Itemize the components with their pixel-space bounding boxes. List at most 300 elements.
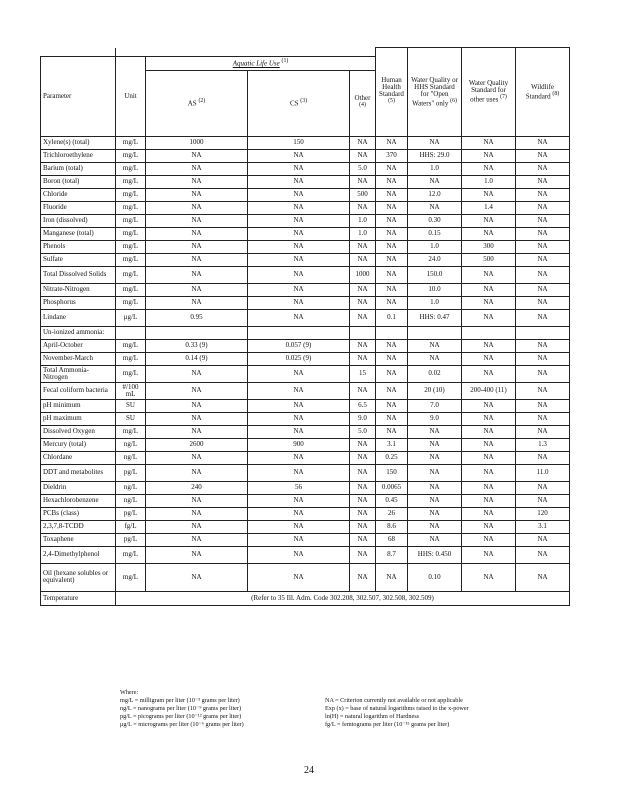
row-wildlife-value: NA [516, 352, 570, 365]
row-water-quality-hhs-value: HHS: 29.0 [408, 149, 462, 162]
row-water-quality-other-value: NA [462, 227, 516, 240]
row-cs-value: NA [248, 253, 350, 266]
row-human-health-value [376, 326, 408, 339]
row-unit: pg/L [116, 533, 146, 546]
table-row [41, 162, 570, 175]
row-human-health-value: NA [376, 296, 408, 309]
row-unit: ng/L [116, 481, 146, 494]
row-unit: ng/L [116, 451, 146, 464]
row-human-health-value: NA [376, 227, 408, 240]
row-wildlife-value: NA [516, 296, 570, 309]
row-unit: mg/L [116, 188, 146, 201]
row-human-health-value: 0.25 [376, 451, 408, 464]
row-human-health-value: 0.1 [376, 309, 408, 326]
table-row [41, 136, 570, 149]
row-as-value: NA [146, 451, 248, 464]
row-other-value: NA [350, 240, 376, 253]
row-human-health-value: 3.1 [376, 438, 408, 451]
row-parameter: 2,4-Dimethylphenol [41, 546, 116, 563]
row-as-value: NA [146, 382, 248, 399]
row-water-quality-hhs-value: HHS: 0.450 [408, 546, 462, 563]
header-label: Water Quality Standard for other uses [468, 79, 509, 104]
row-water-quality-hhs-value: 1.0 [408, 240, 462, 253]
row-water-quality-other-value [462, 326, 516, 339]
row-wildlife-value: NA [516, 365, 570, 382]
row-other-value: NA [350, 309, 376, 326]
row-parameter: Fecal coliform bacteria [41, 382, 116, 399]
row-water-quality-other-value: NA [462, 507, 516, 520]
row-unit: ng/L [116, 494, 146, 507]
row-parameter: Hexachlorobenzene [41, 494, 116, 507]
table-row [41, 365, 570, 382]
row-cs-value: NA [248, 451, 350, 464]
row-water-quality-hhs-value: NA [408, 438, 462, 451]
row-cs-value: NA [248, 399, 350, 412]
table-row [41, 227, 570, 240]
row-wildlife-value: NA [516, 399, 570, 412]
row-unit: mg/L [116, 227, 146, 240]
row-unit: #/100 mL [116, 382, 146, 399]
row-human-health-value: NA [376, 175, 408, 188]
row-parameter: Sulfate [41, 253, 116, 266]
row-as-value: 2600 [146, 438, 248, 451]
row-human-health-value: NA [376, 382, 408, 399]
row-water-quality-hhs-value: NA [408, 464, 462, 481]
row-other-value: 15 [350, 365, 376, 382]
table-row [41, 494, 570, 507]
row-water-quality-other-value: NA [462, 494, 516, 507]
row-water-quality-hhs-value: NA [408, 520, 462, 533]
row-cs-value: NA [248, 494, 350, 507]
row-other-value: NA [350, 296, 376, 309]
footnote-marker: (3) [300, 98, 308, 105]
row-water-quality-hhs-value: 7.0 [408, 399, 462, 412]
row-wildlife-value: NA [516, 253, 570, 266]
row-water-quality-other-value: NA [462, 412, 516, 425]
row-water-quality-other-value: NA [462, 309, 516, 326]
row-unit: mg/L [116, 365, 146, 382]
row-cs-value: NA [248, 214, 350, 227]
row-unit: mg/L [116, 283, 146, 296]
row-water-quality-other-value: NA [462, 188, 516, 201]
row-cs-value: NA [248, 162, 350, 175]
row-water-quality-hhs-value: 10.0 [408, 283, 462, 296]
row-other-value: NA [350, 382, 376, 399]
row-as-value: NA [146, 188, 248, 201]
temperature-note: (Refer to 35 Ill. Adm. Code 302.208, 302.507, 302.508, 302.509) [116, 591, 570, 605]
row-human-health-value: NA [376, 201, 408, 214]
row-as-value: NA [146, 240, 248, 253]
row-as-value: NA [146, 365, 248, 382]
row-water-quality-other-value: 300 [462, 240, 516, 253]
row-water-quality-other-value: NA [462, 533, 516, 546]
row-cs-value: NA [248, 240, 350, 253]
row-unit: fg/L [116, 520, 146, 533]
row-water-quality-hhs-value: 150.0 [408, 266, 462, 283]
row-as-value: NA [146, 546, 248, 563]
row-parameter: Chloride [41, 188, 116, 201]
table-row [41, 326, 570, 339]
row-human-health-value: NA [376, 188, 408, 201]
header-water-quality-other [462, 48, 516, 137]
row-unit: mg/L [116, 425, 146, 438]
row-parameter: pH maximum [41, 412, 116, 425]
row-water-quality-other-value: NA [462, 162, 516, 175]
header-label: Parameter [43, 91, 72, 100]
row-parameter: Oil (hexane solubles or equivalent) [41, 563, 116, 591]
row-cs-value: NA [248, 507, 350, 520]
row-human-health-value: NA [376, 136, 408, 149]
row-water-quality-hhs-value: 0.15 [408, 227, 462, 240]
note-line: ng/L = nanograms per liter (10⁻⁹ grams per liter) [120, 705, 242, 712]
row-parameter: PCBs (class) [41, 507, 116, 520]
row-other-value: NA [350, 494, 376, 507]
row-as-value: NA [146, 425, 248, 438]
row-unit: mg/L [116, 266, 146, 283]
row-other-value: 5.0 [350, 162, 376, 175]
row-human-health-value: 26 [376, 507, 408, 520]
row-wildlife-value: NA [516, 451, 570, 464]
row-human-health-value: NA [376, 283, 408, 296]
row-human-health-value: NA [376, 352, 408, 365]
row-as-value: 240 [146, 481, 248, 494]
row-cs-value [248, 326, 350, 339]
row-parameter: DDT and metabolites [41, 464, 116, 481]
row-human-health-value: NA [376, 399, 408, 412]
row-unit: mg/L [116, 352, 146, 365]
row-unit: ng/L [116, 438, 146, 451]
row-water-quality-other-value: NA [462, 464, 516, 481]
row-human-health-value: NA [376, 339, 408, 352]
row-wildlife-value: NA [516, 188, 570, 201]
row-other-value: 1.0 [350, 227, 376, 240]
row-cs-value: NA [248, 365, 350, 382]
row-unit: mg/L [116, 563, 146, 591]
row-unit: mg/L [116, 296, 146, 309]
row-as-value: NA [146, 533, 248, 546]
row-human-health-value: NA [376, 162, 408, 175]
row-water-quality-hhs-value: NA [408, 136, 462, 149]
row-other-value: NA [350, 451, 376, 464]
row-water-quality-hhs-value: 0.10 [408, 563, 462, 591]
row-water-quality-other-value: NA [462, 520, 516, 533]
notes-left-column [120, 697, 325, 729]
table-row [41, 214, 570, 227]
row-cs-value: NA [248, 425, 350, 438]
header-label: AS [187, 99, 197, 108]
table-row [41, 546, 570, 563]
row-wildlife-value: 1.3 [516, 438, 570, 451]
row-wildlife-value: NA [516, 563, 570, 591]
table-row [41, 533, 570, 546]
blank-cell [41, 48, 116, 57]
header-as [146, 70, 248, 136]
row-water-quality-other-value: NA [462, 296, 516, 309]
footnote-marker: (5) [388, 97, 395, 104]
row-other-value: 9.0 [350, 412, 376, 425]
row-water-quality-hhs-value: NA [408, 507, 462, 520]
row-human-health-value: NA [376, 412, 408, 425]
row-wildlife-value [516, 326, 570, 339]
row-parameter: Chlordane [41, 451, 116, 464]
row-cs-value: NA [248, 188, 350, 201]
table-row [41, 399, 570, 412]
table-row [41, 481, 570, 494]
header-other [350, 70, 376, 136]
row-parameter: Lindane [41, 309, 116, 326]
row-unit: mg/L [116, 136, 146, 149]
row-wildlife-value: NA [516, 162, 570, 175]
row-unit: mg/L [116, 201, 146, 214]
row-cs-value: NA [248, 382, 350, 399]
row-wildlife-value: NA [516, 283, 570, 296]
row-parameter: Iron (dissolved) [41, 214, 116, 227]
row-as-value: 1000 [146, 136, 248, 149]
row-parameter: Nitrate-Nitrogen [41, 283, 116, 296]
table-row [41, 339, 570, 352]
row-other-value: NA [350, 438, 376, 451]
row-water-quality-other-value: 500 [462, 253, 516, 266]
row-water-quality-other-value: NA [462, 425, 516, 438]
row-water-quality-other-value: NA [462, 283, 516, 296]
row-water-quality-hhs-value: NA [408, 481, 462, 494]
table-row [41, 266, 570, 283]
row-other-value: 6.5 [350, 399, 376, 412]
row-cs-value: NA [248, 563, 350, 591]
row-as-value: NA [146, 162, 248, 175]
row-other-value: NA [350, 352, 376, 365]
row-other-value: NA [350, 201, 376, 214]
row-other-value: NA [350, 520, 376, 533]
row-water-quality-hhs-value: NA [408, 533, 462, 546]
row-as-value: NA [146, 253, 248, 266]
row-unit: μg/L [116, 309, 146, 326]
row-water-quality-other-value: 1.4 [462, 201, 516, 214]
header-wildlife [516, 48, 570, 137]
row-parameter: Toxaphene [41, 533, 116, 546]
row-water-quality-hhs-value: NA [408, 339, 462, 352]
footnote-marker: (1) [281, 58, 289, 65]
row-cs-value: NA [248, 296, 350, 309]
row-wildlife-value: NA [516, 240, 570, 253]
temperature-label: Temperature [41, 591, 116, 605]
row-human-health-value: 150 [376, 464, 408, 481]
row-as-value: NA [146, 283, 248, 296]
row-water-quality-hhs-value: 9.0 [408, 412, 462, 425]
row-other-value: NA [350, 464, 376, 481]
row-parameter: Boron (total) [41, 175, 116, 188]
row-wildlife-value: NA [516, 412, 570, 425]
row-human-health-value: 0.0065 [376, 481, 408, 494]
row-wildlife-value: NA [516, 149, 570, 162]
row-water-quality-hhs-value: 24.0 [408, 253, 462, 266]
row-as-value: NA [146, 227, 248, 240]
header-label: Water Quality or HHS Standard for "Open Waters" only [411, 75, 458, 107]
row-parameter: Un-ionized ammonia: [41, 326, 116, 339]
table-row [41, 464, 570, 481]
row-parameter: pH minimum [41, 399, 116, 412]
table-row [41, 188, 570, 201]
row-other-value: NA [350, 546, 376, 563]
row-cs-value: NA [248, 266, 350, 283]
row-human-health-value: 8.7 [376, 546, 408, 563]
row-parameter: Total Dissolved Solids [41, 266, 116, 283]
row-cs-value: 56 [248, 481, 350, 494]
row-wildlife-value: 3.1 [516, 520, 570, 533]
row-unit: SU [116, 399, 146, 412]
row-cs-value: 150 [248, 136, 350, 149]
row-unit: mg/L [116, 214, 146, 227]
row-parameter: November-March [41, 352, 116, 365]
row-cs-value: NA [248, 227, 350, 240]
row-water-quality-hhs-value: 1.0 [408, 296, 462, 309]
row-parameter: Trichloroethylene [41, 149, 116, 162]
footnote-marker: (2) [198, 98, 206, 105]
row-other-value: NA [350, 253, 376, 266]
row-other-value: NA [350, 149, 376, 162]
note-line: mg/L = milligram per liter (10⁻³ grams per liter) [120, 697, 240, 704]
row-cs-value: 900 [248, 438, 350, 451]
row-water-quality-other-value: NA [462, 352, 516, 365]
header-water-quality-hhs [408, 48, 462, 137]
row-water-quality-other-value: NA [462, 149, 516, 162]
header-cs [248, 70, 350, 136]
row-human-health-value: NA [376, 365, 408, 382]
row-as-value: NA [146, 149, 248, 162]
row-parameter: Xylene(s) (total) [41, 136, 116, 149]
row-as-value: NA [146, 494, 248, 507]
row-as-value: 0.95 [146, 309, 248, 326]
row-human-health-value: NA [376, 266, 408, 283]
note-line: NA = Criterion currently not available or not applicable [325, 697, 463, 704]
note-line: pg/L = picograms per liter (10⁻¹² grams per liter) [120, 713, 242, 720]
row-wildlife-value: NA [516, 481, 570, 494]
header-unit [116, 56, 146, 136]
row-cs-value: NA [248, 520, 350, 533]
row-human-health-value: NA [376, 563, 408, 591]
note-line: fg/L = femtograms per liter (10⁻¹⁵ grams per liter) [325, 721, 450, 728]
table-row [41, 283, 570, 296]
row-unit: mg/L [116, 240, 146, 253]
row-as-value: NA [146, 563, 248, 591]
row-parameter: Manganese (total) [41, 227, 116, 240]
row-wildlife-value: NA [516, 201, 570, 214]
notes-right-column [325, 697, 560, 729]
row-wildlife-value: NA [516, 425, 570, 438]
row-cs-value: NA [248, 201, 350, 214]
row-cs-value: NA [248, 283, 350, 296]
row-as-value: NA [146, 201, 248, 214]
row-as-value: 0.14 (9) [146, 352, 248, 365]
note-line: Exp (x) = base of natural logarithms raised to the x-power [325, 705, 469, 712]
row-water-quality-other-value: NA [462, 451, 516, 464]
row-other-value: 5.0 [350, 425, 376, 438]
table-row [41, 425, 570, 438]
row-water-quality-hhs-value: NA [408, 175, 462, 188]
row-other-value: NA [350, 283, 376, 296]
row-unit: pg/L [116, 464, 146, 481]
note-line: ln(H) = natural logarithm of Hardness [325, 713, 420, 720]
row-other-value: NA [350, 533, 376, 546]
row-water-quality-hhs-value: 0.02 [408, 365, 462, 382]
row-water-quality-other-value: NA [462, 481, 516, 494]
row-cs-value: NA [248, 464, 350, 481]
row-water-quality-hhs-value: NA [408, 425, 462, 438]
row-unit: mg/L [116, 175, 146, 188]
row-human-health-value: 8.6 [376, 520, 408, 533]
table-row [41, 563, 570, 591]
row-water-quality-other-value: NA [462, 438, 516, 451]
row-wildlife-value: NA [516, 494, 570, 507]
row-unit: mg/L [116, 546, 146, 563]
row-parameter: April-October [41, 339, 116, 352]
row-water-quality-other-value: NA [462, 399, 516, 412]
page-number: 24 [304, 765, 314, 776]
row-other-value: NA [350, 136, 376, 149]
row-parameter: Phosphorus [41, 296, 116, 309]
row-other-value: NA [350, 507, 376, 520]
header-human-health [376, 48, 408, 137]
row-as-value: NA [146, 464, 248, 481]
row-as-value: NA [146, 507, 248, 520]
row-water-quality-other-value: 200-400 (11) [462, 382, 516, 399]
row-wildlife-value: 120 [516, 507, 570, 520]
blank-cell [116, 48, 376, 57]
row-human-health-value: NA [376, 214, 408, 227]
footnote-marker: (7) [500, 94, 507, 101]
notes-title: Where: [120, 689, 139, 696]
row-as-value [146, 326, 248, 339]
row-water-quality-hhs-value: NA [408, 352, 462, 365]
row-as-value: NA [146, 214, 248, 227]
row-other-value [350, 326, 376, 339]
footnote-marker: (4) [359, 101, 366, 108]
row-other-value: NA [350, 481, 376, 494]
row-water-quality-hhs-value: NA [408, 494, 462, 507]
row-wildlife-value: NA [516, 227, 570, 240]
row-water-quality-hhs-value: NA [408, 201, 462, 214]
row-unit: pg/L [116, 507, 146, 520]
row-as-value: NA [146, 399, 248, 412]
row-as-value: 0.33 (9) [146, 339, 248, 352]
header-label: Aquatic Life Use [232, 59, 280, 68]
row-as-value: NA [146, 520, 248, 533]
row-water-quality-hhs-value: HHS: 0.47 [408, 309, 462, 326]
header-label: Other [354, 93, 371, 102]
row-water-quality-hhs-value: 1.0 [408, 162, 462, 175]
row-human-health-value: 0.45 [376, 494, 408, 507]
row-water-quality-other-value: NA [462, 266, 516, 283]
row-cs-value: 0.057 (9) [248, 339, 350, 352]
row-other-value: NA [350, 339, 376, 352]
row-wildlife-value: NA [516, 136, 570, 149]
table-row [41, 352, 570, 365]
row-as-value: NA [146, 296, 248, 309]
row-water-quality-hhs-value: NA [408, 451, 462, 464]
row-wildlife-value: NA [516, 533, 570, 546]
row-wildlife-value: NA [516, 266, 570, 283]
row-cs-value: NA [248, 309, 350, 326]
table-row [41, 149, 570, 162]
note-line: μg/L = micrograms per liter (10⁻⁶ grams per liter) [120, 721, 244, 728]
row-unit: mg/L [116, 149, 146, 162]
row-unit [116, 326, 146, 339]
row-other-value: 1000 [350, 266, 376, 283]
row-water-quality-other-value: NA [462, 365, 516, 382]
header-label: CS [289, 99, 299, 108]
row-human-health-value: NA [376, 253, 408, 266]
row-parameter: Dieldrin [41, 481, 116, 494]
